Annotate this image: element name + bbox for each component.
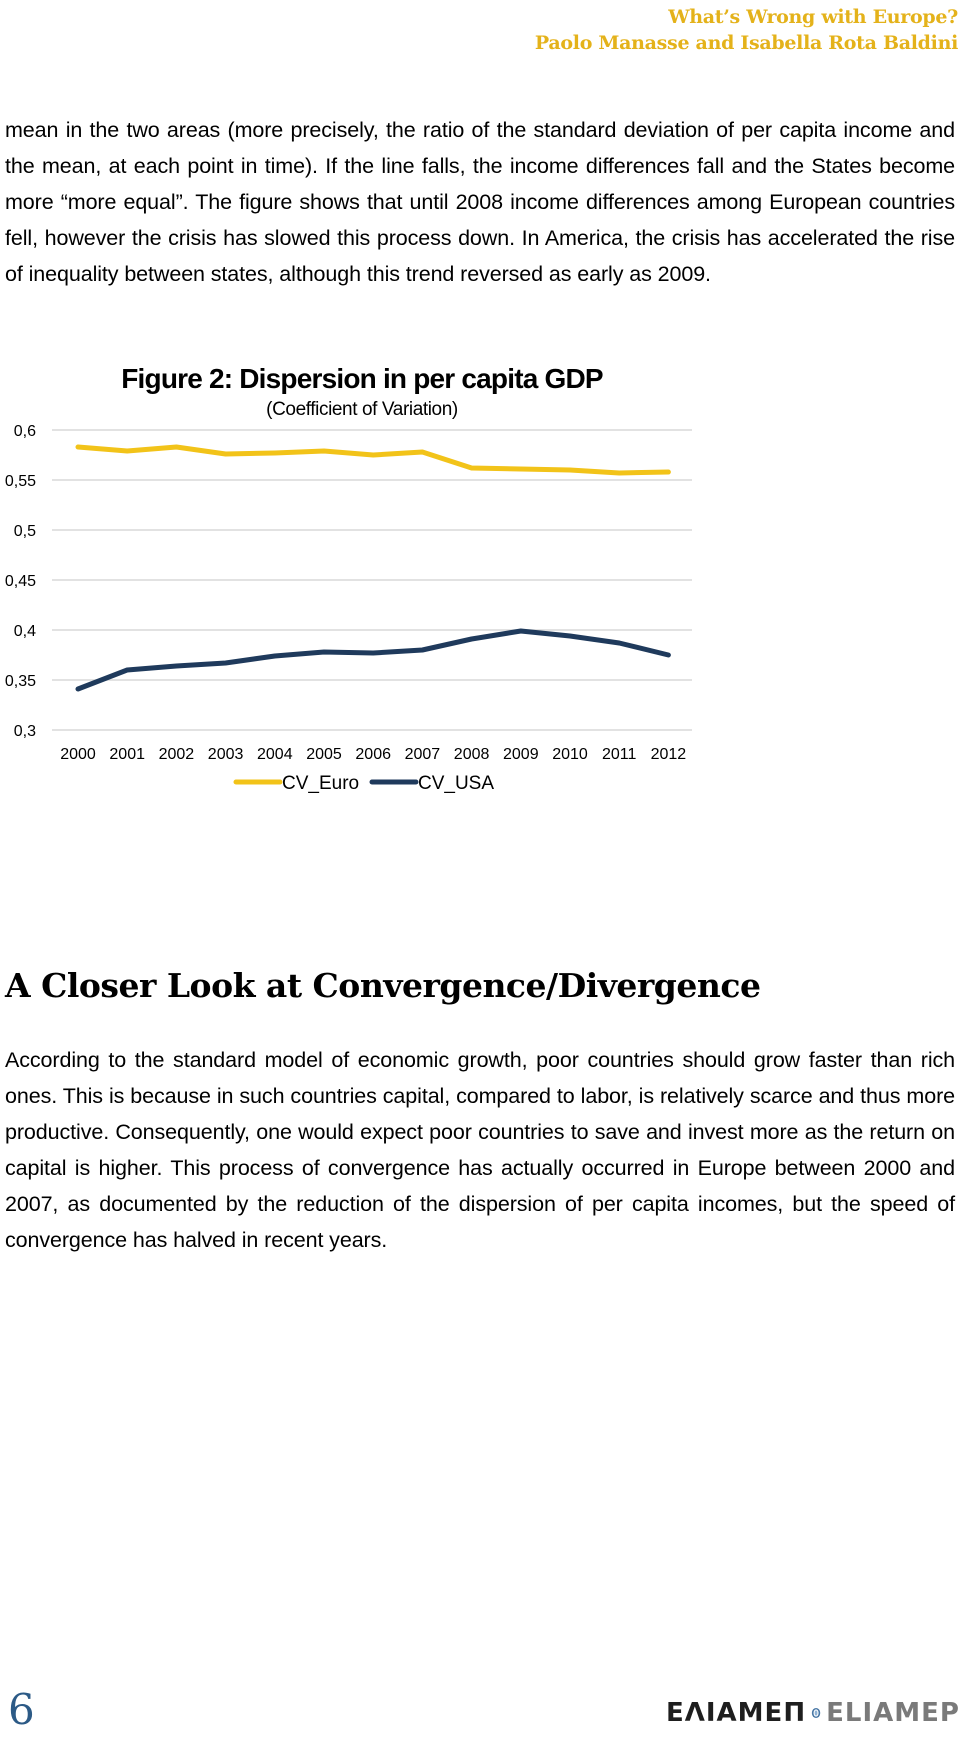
x-tick-label: 2001 — [109, 746, 145, 763]
x-tick-label: 2003 — [207, 746, 244, 763]
gridlines — [52, 430, 692, 730]
chart-legend — [236, 773, 494, 794]
section-heading: A Closer Look at Convergence/Divergence — [5, 966, 761, 1005]
series-line-cv-euro — [78, 447, 668, 473]
x-tick-label: 2004 — [257, 746, 293, 763]
header-title: What’s Wrong with Europe? — [668, 6, 958, 28]
chart-subtitle: (Coefficient of Variation) — [266, 399, 458, 420]
x-tick-label: 2005 — [306, 746, 342, 763]
y-tick-label: 0,6 — [13, 423, 36, 440]
logo-text-latin: ELIAMEP — [826, 1698, 960, 1728]
header-authors: Paolo Manasse and Isabella Rota Baldini — [534, 32, 958, 54]
eliamep-logo — [666, 1690, 960, 1736]
x-tick-label: 2008 — [453, 746, 490, 763]
figure-2-chart — [0, 363, 780, 890]
legend-label: CV_Euro — [282, 773, 360, 794]
eliamep-emblem-icon — [811, 1693, 821, 1733]
x-tick-label: 2006 — [355, 746, 391, 763]
x-tick-label: 2012 — [650, 746, 687, 763]
line-chart — [0, 363, 780, 890]
x-tick-label: 2000 — [60, 746, 96, 763]
y-tick-label: 0,4 — [13, 623, 36, 640]
y-axis-tick-labels — [5, 423, 36, 740]
y-tick-label: 0,3 — [13, 723, 36, 740]
x-axis-tick-labels — [60, 746, 686, 763]
y-tick-label: 0,45 — [4, 573, 36, 590]
legend-label: CV_USA — [418, 773, 495, 794]
running-header — [535, 4, 958, 56]
x-tick-label: 2011 — [601, 746, 637, 763]
body-paragraph-1: mean in the two areas (more precisely, the ratio of the standard deviation of per capita income and the mean, at each point in time). If the line falls, the income differences fall and the States become more “more equal”. The figure shows that until 2008 income differences among European countries fell, however the crisis has slowed this process down. In America, the crisis has accelerated the rise of inequality between states, although this trend reversed as early as 2009. — [5, 118, 955, 286]
x-tick-label: 2007 — [404, 746, 441, 763]
y-tick-label: 0,5 — [13, 523, 36, 540]
y-tick-label: 0,55 — [4, 473, 36, 490]
x-tick-label: 2002 — [158, 746, 195, 763]
x-tick-label: 2009 — [503, 746, 539, 763]
x-tick-label: 2010 — [552, 746, 588, 763]
chart-title: Figure 2: Dispersion in per capita GDP — [121, 363, 603, 394]
page-number: 6 — [8, 1685, 35, 1734]
body-paragraph-2: According to the standard model of economic growth, poor countries should grow faster than rich ones. This is because in such countries capital, compared to labor, is relatively scarce and thus more productive. Consequently, one would expect poor countries to save and invest more as the return on capital is higher. This process of convergence has actually occurred in Europe between 2000 and 2007, as documented by the reduction of the dispersion of per capita incomes, but the speed of convergence has halved in recent years. — [5, 1048, 955, 1252]
series-lines — [78, 447, 668, 689]
y-tick-label: 0,35 — [4, 673, 36, 690]
logo-text-greek: ΕΛΙΑΜΕΠ — [666, 1698, 807, 1728]
